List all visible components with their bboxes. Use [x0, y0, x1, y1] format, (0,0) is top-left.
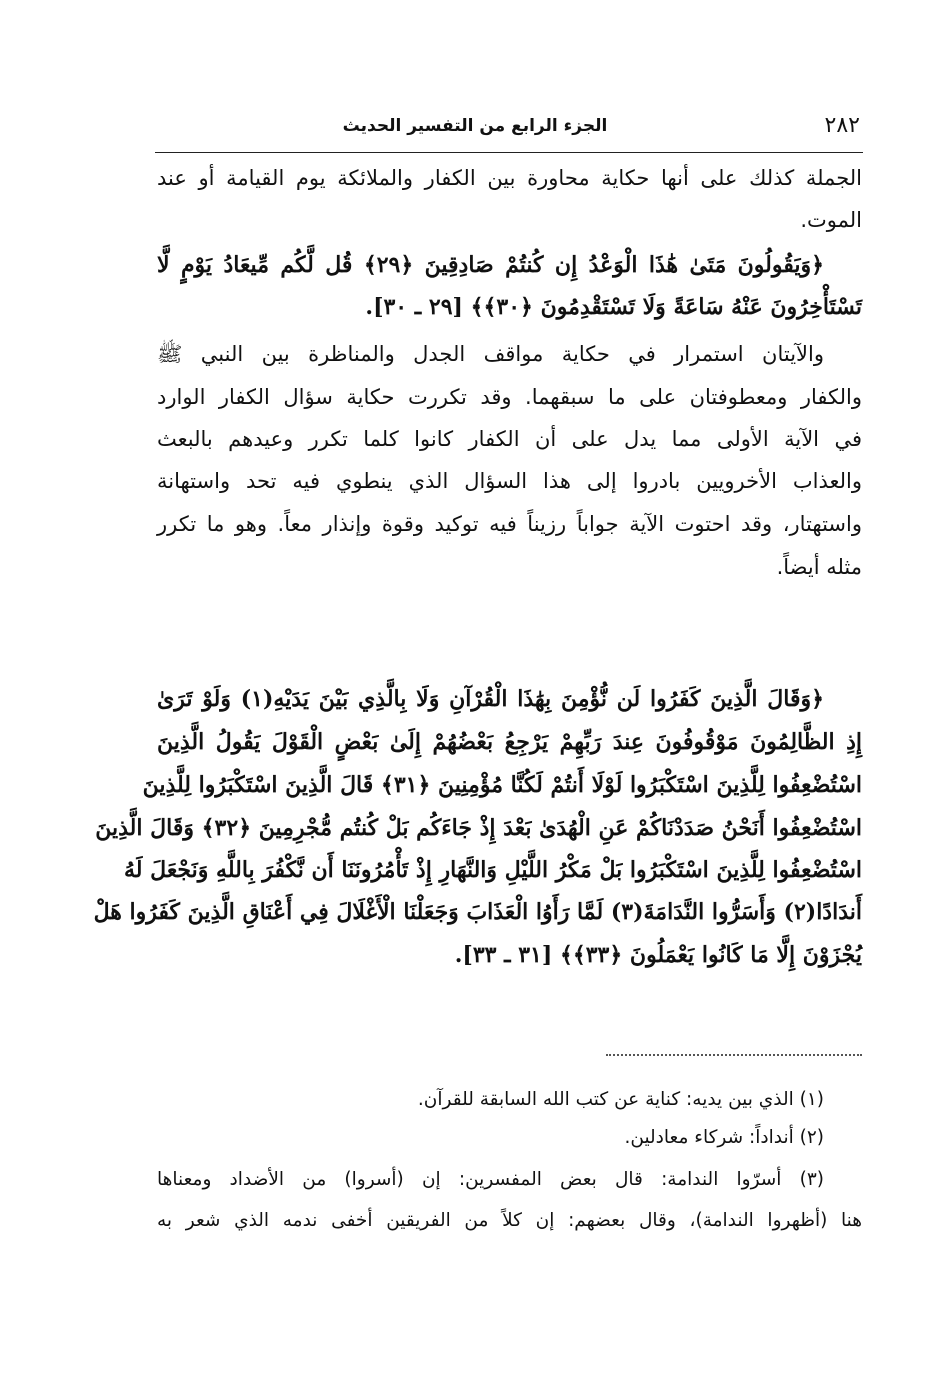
- text-line: الجملة كذلك على أنها حكاية محاورة بين الكفار والملائكة يوم القيامة أو عند: [157, 166, 862, 190]
- quran-verse-line: ﴿وَيَقُولُونَ مَتَىٰ هَٰذَا الْوَعْدُ إِن كُنتُمْ صَادِقِينَ ﴿٢٩﴾ قُل لَّكُم مِّيعَادُ يَوْمٍ لَّا: [157, 252, 824, 278]
- quran-verse-line: يُجْزَوْنَ إِلَّا مَا كَانُوا يَعْمَلُونَ ﴿٣٣﴾﴾ [٣١ ـ ٣٣].: [454, 942, 862, 968]
- footnote: (١) الذي بين يديه: كناية عن كتب الله السابقة للقرآن.: [417, 1089, 824, 1110]
- text-line: والآيتان استمرار في حكاية مواقف الجدل والمناظرة بين النبي ﷺ: [157, 342, 824, 366]
- text-line: والعذاب الأخرويين بادروا إلى هذا السؤال الذي ينطوي فيه تحد واستهانة: [157, 469, 862, 493]
- text-line: والكفار ومعطوفتان على ما سبقهما. وقد تكررت حكاية سؤال الكفار الوارد: [157, 385, 862, 409]
- quran-verse-line: اسْتُضْعِفُوا لِلَّذِينَ اسْتَكْبَرُوا بَلْ مَكْرُ اللَّيْلِ وَالنَّهَارِ إِذْ تَأْمُرُونَنَا أَن نَّكْفُرَ بِاللَّهِ وَنَجْعَلَ لَهُ: [124, 857, 862, 883]
- footnote: هنا (أظهروا الندامة)، وقال بعضهم: إن كلاً من الفريقين أخفى ندمه الذي شعر به: [157, 1210, 862, 1231]
- quran-verse-line: إِذِ الظَّالِمُونَ مَوْقُوفُونَ عِندَ رَبِّهِمْ يَرْجِعُ بَعْضُهُمْ إِلَىٰ بَعْضٍ الْقَوْلَ يَقُولُ الَّذِينَ: [157, 729, 862, 755]
- text-line: مثله أيضاً.: [776, 555, 862, 579]
- text-line: في الآية الأولى مما يدل على أن الكفار كانوا كلما تكرر وعيدهم بالبعث: [157, 427, 862, 451]
- quran-verse-line: تَسْتَأْخِرُونَ عَنْهُ سَاعَةً وَلَا تَسْتَقْدِمُونَ ﴿٣٠﴾﴾ [٢٩ ـ ٣٠].: [365, 294, 862, 320]
- footnote: (٢) أنداداً: شركاء معادلين.: [624, 1127, 824, 1148]
- quran-verse-line: أَندَادًا(٢) وَأَسَرُّوا النَّدَامَةَ(٣) لَمَّا رَأَوُا الْعَذَابَ وَجَعَلْنَا الْأَغْلَالَ فِي أَعْنَاقِ الَّذِينَ كَفَرُوا هَلْ: [93, 899, 862, 925]
- quran-verse-line: اسْتُضْعِفُوا أَنَحْنُ صَدَدْنَاكُمْ عَنِ الْهُدَىٰ بَعْدَ إِذْ جَاءَكُم بَلْ كُنتُم مُّجْرِمِينَ ﴿٣٢﴾ وَقَالَ الَّذِينَ: [95, 815, 862, 841]
- quran-verse-line: ﴿وَقَالَ الَّذِينَ كَفَرُوا لَن نُّؤْمِنَ بِهَٰذَا الْقُرْآنِ وَلَا بِالَّذِي بَيْنَ يَدَيْهِ(١) وَلَوْ تَرَىٰ: [157, 686, 824, 712]
- footnote: (٣) أسرّوا الندامة: قال بعض المفسرين: إن (أسروا) من الأضداد ومعناها: [157, 1169, 824, 1190]
- running-header-title: الجزء الرابع من التفسير الحديث: [342, 116, 608, 136]
- page-number: ٢٨٢: [824, 113, 860, 138]
- text-line: الموت.: [800, 208, 862, 232]
- quran-verse-line: اسْتُضْعِفُوا لِلَّذِينَ اسْتَكْبَرُوا لَوْلَا أَنتُمْ لَكُنَّا مُؤْمِنِينَ ﴿٣١﴾ قَالَ الَّذِينَ اسْتَكْبَرُوا لِلَّذِينَ: [142, 772, 862, 798]
- footnote-separator: [606, 1054, 862, 1056]
- header-rule: [155, 152, 863, 153]
- text-line: واستهتار، وقد احتوت الآية جواباً رزيناً فيه توكيد وقوة وإنذار معاً. وهو ما تكرر: [157, 512, 862, 536]
